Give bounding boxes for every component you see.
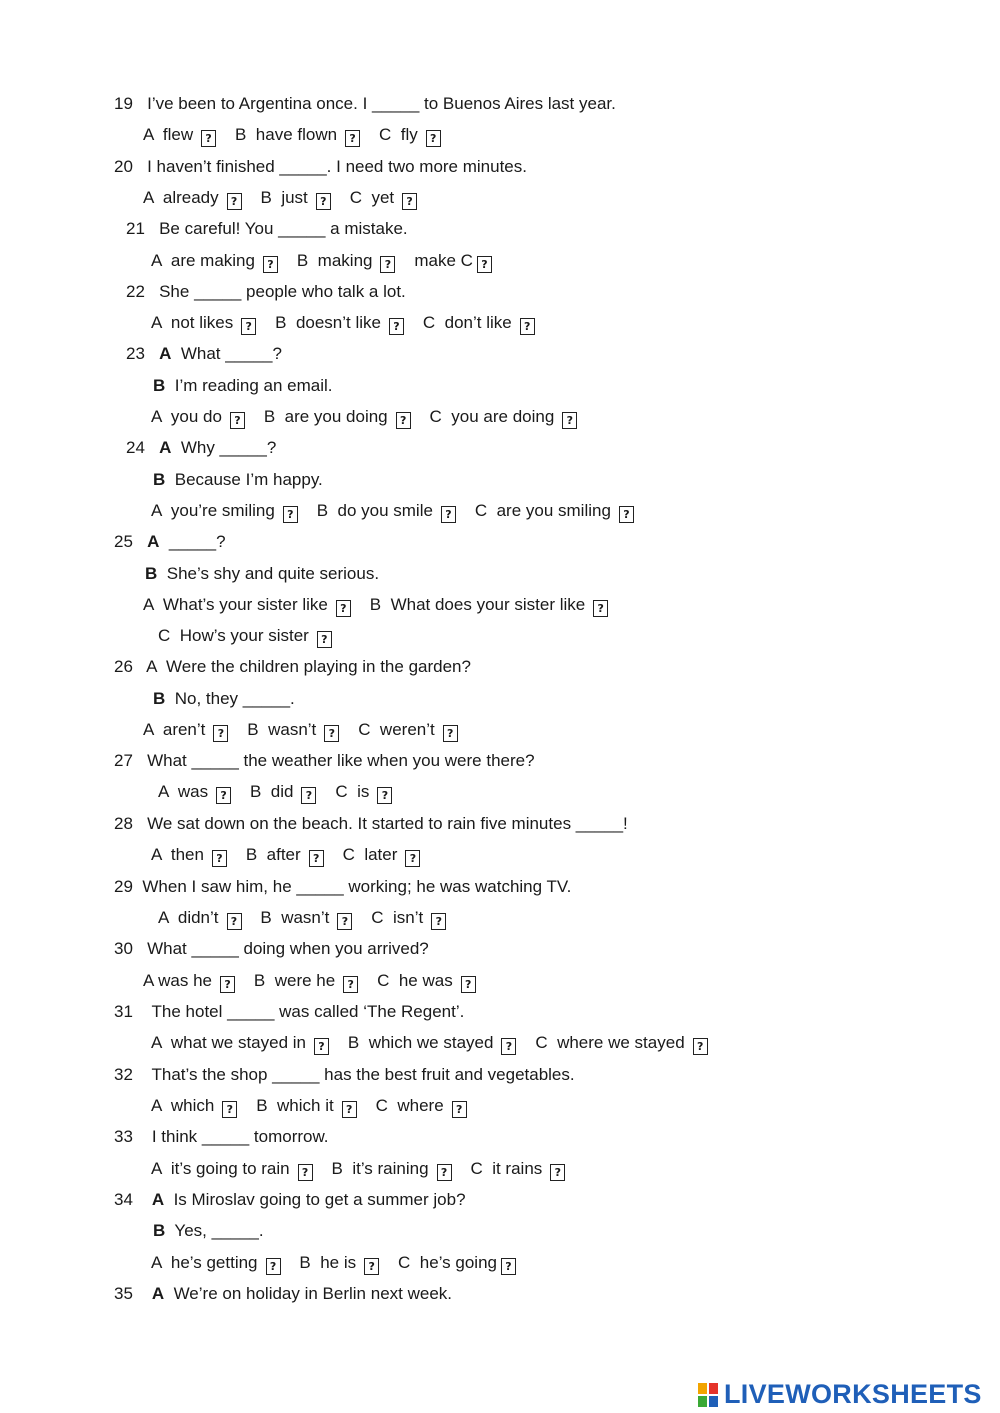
option-text: then [170,845,204,864]
question-number: 21 [126,219,145,238]
question-number: 29 [114,877,133,896]
answer-checkbox[interactable]: ? [693,1038,708,1055]
option-text: was he [158,971,213,990]
answer-checkbox[interactable]: ? [227,913,242,930]
answer-checkbox[interactable]: ? [380,256,395,273]
answer-checkbox[interactable]: ? [441,506,456,523]
question-stem: When I saw him, he _____ working; he was watching TV. [142,877,572,896]
options-20 [143,187,417,209]
question-24 [126,437,276,459]
option-letter: C [377,971,390,990]
question-25 [114,531,226,553]
option-letter: C [429,407,442,426]
option-text: he was [398,971,453,990]
option-text: where we stayed [557,1033,685,1052]
option-letter: B [247,720,259,739]
option-text: aren’t [162,720,206,739]
answer-checkbox[interactable]: ? [241,318,256,335]
answer-checkbox[interactable]: ? [283,506,298,523]
answer-checkbox[interactable]: ? [562,412,577,429]
options-26 [143,719,458,741]
option-text: do you smile [337,501,433,520]
question-20 [114,156,527,178]
answer-checkbox[interactable]: ? [337,913,352,930]
option-text: you are doing [451,407,555,426]
option-letter: B [253,971,266,990]
answer-checkbox[interactable]: ? [452,1101,467,1118]
option-letter: B [245,845,258,864]
answer-checkbox[interactable]: ? [501,1258,516,1275]
option-text: are making [170,251,255,270]
liveworksheets-logo-icon [698,1381,720,1407]
options-31 [151,1032,708,1054]
answer-checkbox[interactable]: ? [316,193,331,210]
answer-checkbox[interactable]: ? [212,850,227,867]
question-number: 19 [114,94,133,113]
option-text: was [177,782,209,801]
question-number: 22 [126,282,145,301]
option-letter: C [375,1096,388,1115]
option-letter: C [378,125,392,144]
option-letter: C [474,501,488,520]
option-letter: B [256,1096,268,1115]
question-34 [114,1189,466,1211]
answer-checkbox[interactable]: ? [443,725,458,742]
option-text: he is [320,1253,357,1272]
question-number: 34 [114,1190,133,1209]
speaker-a-text: What _____? [180,344,282,363]
options-24 [151,500,634,522]
option-text: did [270,782,294,801]
speaker-b-text: No, they _____. [174,689,295,708]
options-32 [151,1095,467,1117]
option-letter: A [151,1096,162,1115]
option-text: it rains [492,1159,543,1178]
answer-checkbox[interactable]: ? [343,976,358,993]
speaker-a-text: Were the children playing in the garden? [166,657,471,676]
question-number: 28 [114,814,133,833]
option-letter: C [398,1253,411,1272]
answer-checkbox[interactable]: ? [431,913,446,930]
answer-checkbox[interactable]: ? [364,1258,379,1275]
speaker-b-text: I’m reading an email. [174,376,333,395]
question-stem: We sat down on the beach. It started to rain five minutes _____! [147,814,628,833]
option-text: What’s your sister like [162,595,328,614]
option-letter: B [296,251,309,270]
speaker-a-label: A [147,532,160,551]
option-letter: C [535,1033,548,1052]
question-number: 33 [114,1127,133,1146]
options-33 [151,1158,565,1180]
speaker-a-label: A [159,344,172,363]
question-number: 35 [114,1284,133,1303]
answer-checkbox[interactable]: ? [298,1164,313,1181]
answer-checkbox[interactable]: ? [216,787,231,804]
option-text: where [397,1096,444,1115]
option-text: wasn’t [268,720,317,739]
answer-checkbox[interactable]: ? [227,193,242,210]
speaker-a-text: Is Miroslav going to get a summer job? [173,1190,466,1209]
option-letter: A [151,1253,162,1272]
option-letter: C [158,626,171,645]
option-text: after [266,845,301,864]
answer-checkbox[interactable]: ? [396,412,411,429]
question-stem: What _____ the weather like when you were there? [147,751,535,770]
option-letter: A [158,782,169,801]
speaker-b-text: She’s shy and quite serious. [166,564,380,583]
option-text: you do [170,407,222,426]
answer-checkbox[interactable]: ? [619,506,634,523]
option-letter: A [143,720,154,739]
answer-checkbox[interactable]: ? [405,850,420,867]
options-21 [151,250,492,272]
answer-checkbox[interactable]: ? [389,318,404,335]
answer-checkbox[interactable]: ? [437,1164,452,1181]
option-text: what we stayed in [170,1033,306,1052]
answer-checkbox[interactable]: ? [345,130,360,147]
options-34 [151,1252,516,1274]
answer-checkbox[interactable]: ? [477,256,492,273]
option-text: he’s getting [170,1253,258,1272]
option-text: have flown [255,125,338,144]
option-text: just [281,188,308,207]
answer-checkbox[interactable]: ? [324,725,339,742]
question-stem: She _____ people who talk a lot. [159,282,406,301]
speaker-a-label: A [151,1284,165,1303]
question-number: 24 [126,438,145,457]
options-19 [143,124,441,146]
option-letter: B [263,407,276,426]
option-text: What does your sister like [390,595,586,614]
question-number: 31 [114,1002,133,1021]
answer-checkbox[interactable]: ? [461,976,476,993]
options-25 [143,594,608,616]
question-28 [114,813,628,835]
options-25-cont [158,625,332,647]
speaker-b-label: B [153,470,166,489]
option-letter: A [151,1033,162,1052]
answer-checkbox[interactable]: ? [520,318,535,335]
liveworksheets-logo-text: LIVEWORKSHEETS [724,1379,982,1409]
question-number: 30 [114,939,133,958]
question-number: 25 [114,532,133,551]
options-22 [151,312,535,334]
options-27 [158,781,392,803]
option-text: didn’t [177,908,219,927]
option-letter: C [371,908,384,927]
speaker-b-label: B [153,376,166,395]
option-text: weren’t [379,720,435,739]
answer-checkbox[interactable]: ? [266,1258,281,1275]
option-letter: B [299,1253,311,1272]
answer-checkbox[interactable]: ? [317,631,332,648]
option-letter: A [151,407,162,426]
question-stem: Be careful! You _____ a mistake. [159,219,408,238]
answer-checkbox[interactable]: ? [342,1101,357,1118]
option-text: it’s raining [352,1159,429,1178]
question-29 [114,876,571,898]
option-text: don’t like [444,313,512,332]
answer-checkbox[interactable]: ? [402,193,417,210]
option-letter: B [260,908,272,927]
option-letter: C [342,845,355,864]
options-28 [151,844,420,866]
question-stem: The hotel _____ was called ‘The Regent’. [151,1002,465,1021]
option-text: which [170,1096,215,1115]
option-text: flew [162,125,194,144]
option-text: fly [400,125,418,144]
speaker-b-text: Because I’m happy. [174,470,323,489]
option-text: he’s going [419,1253,497,1272]
option-letter: A [143,125,154,144]
reply-34 [153,1220,264,1242]
option-letter: A [151,313,162,332]
question-23 [126,343,282,365]
option-letter: A [151,251,162,270]
speaker-a-label: A [151,1190,165,1209]
question-19 [114,93,616,115]
option-letter: B [331,1159,343,1178]
reply-24 [153,469,323,491]
option-letter: B [347,1033,360,1052]
answer-checkbox[interactable]: ? [550,1164,565,1181]
option-letter: A [143,595,154,614]
option-letter: C [422,313,436,332]
option-letter: B [316,501,329,520]
question-30 [114,938,429,960]
option-text: wasn’t [281,908,330,927]
answer-checkbox[interactable]: ? [213,725,228,742]
speaker-a-text: Why _____? [180,438,277,457]
speaker-b-label: B [145,564,158,583]
question-number: 26 [114,657,133,676]
speaker-a-text: We’re on holiday in Berlin next week. [173,1284,453,1303]
question-stem: I think _____ tomorrow. [151,1127,329,1146]
option-text: make C [414,251,473,270]
speaker-b-label: B [153,689,166,708]
reply-23 [153,375,333,397]
speaker-b-text: Yes, _____. [174,1221,264,1240]
answer-checkbox[interactable]: ? [201,130,216,147]
question-26 [114,656,471,678]
liveworksheets-logo[interactable] [698,1379,982,1409]
option-text: which it [277,1096,334,1115]
option-letter: A [151,501,162,520]
option-text: not likes [170,313,234,332]
speaker-b-label: B [153,1221,166,1240]
option-text: doesn’t like [295,313,381,332]
option-letter: A [151,1159,162,1178]
reply-25 [145,563,379,585]
option-letter: B [260,188,272,207]
question-32 [114,1064,575,1086]
option-letter: B [235,125,247,144]
answer-checkbox[interactable]: ? [263,256,278,273]
answer-checkbox[interactable]: ? [230,412,245,429]
reply-26 [153,688,295,710]
answer-checkbox[interactable]: ? [309,850,324,867]
option-letter: B [250,782,262,801]
question-number: 20 [114,157,133,176]
option-text: it’s going to rain [170,1159,290,1178]
option-letter: B [275,313,287,332]
question-number: 32 [114,1065,133,1084]
option-text: isn’t [393,908,424,927]
option-letter: C [470,1159,483,1178]
option-letter: A [158,908,169,927]
options-23 [151,406,577,428]
question-number: 27 [114,751,133,770]
option-letter: C [349,188,362,207]
option-text: you’re smiling [170,501,275,520]
option-text: are you doing [284,407,388,426]
answer-checkbox[interactable]: ? [377,787,392,804]
answer-checkbox[interactable]: ? [301,787,316,804]
option-text: which we stayed [368,1033,494,1052]
speaker-a-label: A [159,438,172,457]
question-33 [114,1126,329,1148]
answer-checkbox[interactable]: ? [222,1101,237,1118]
option-text: later [364,845,398,864]
option-text: yet [371,188,395,207]
question-stem: That’s the shop _____ has the best fruit and vegetables. [151,1065,575,1084]
question-number: 23 [126,344,145,363]
answer-checkbox[interactable]: ? [501,1038,516,1055]
option-letter: C [335,782,348,801]
question-27 [114,750,535,772]
option-text: How’s your sister [179,626,309,645]
speaker-a-label: A [146,657,157,676]
answer-checkbox[interactable]: ? [426,130,441,147]
speaker-a-text: _____? [168,532,226,551]
option-text: making [317,251,373,270]
question-stem: I haven’t finished _____. I need two more minutes. [147,157,527,176]
answer-checkbox[interactable]: ? [593,600,608,617]
question-22 [126,281,406,303]
options-29 [158,907,446,929]
option-letter: B [369,595,382,614]
answer-checkbox[interactable]: ? [220,976,235,993]
question-31 [114,1001,464,1023]
question-stem: I’ve been to Argentina once. I _____ to Buenos Aires last year. [147,94,616,113]
question-21 [126,218,408,240]
option-text: are you smiling [496,501,611,520]
answer-checkbox[interactable]: ? [314,1038,329,1055]
option-text: already [162,188,219,207]
option-text: were he [274,971,336,990]
option-letter: A [143,971,154,990]
question-stem: What _____ doing when you arrived? [147,939,429,958]
answer-checkbox[interactable]: ? [336,600,351,617]
option-letter: C [358,720,371,739]
option-letter: A [143,188,154,207]
options-30 [143,970,476,992]
option-text: is [357,782,370,801]
question-35 [114,1283,452,1305]
option-letter: A [151,845,162,864]
